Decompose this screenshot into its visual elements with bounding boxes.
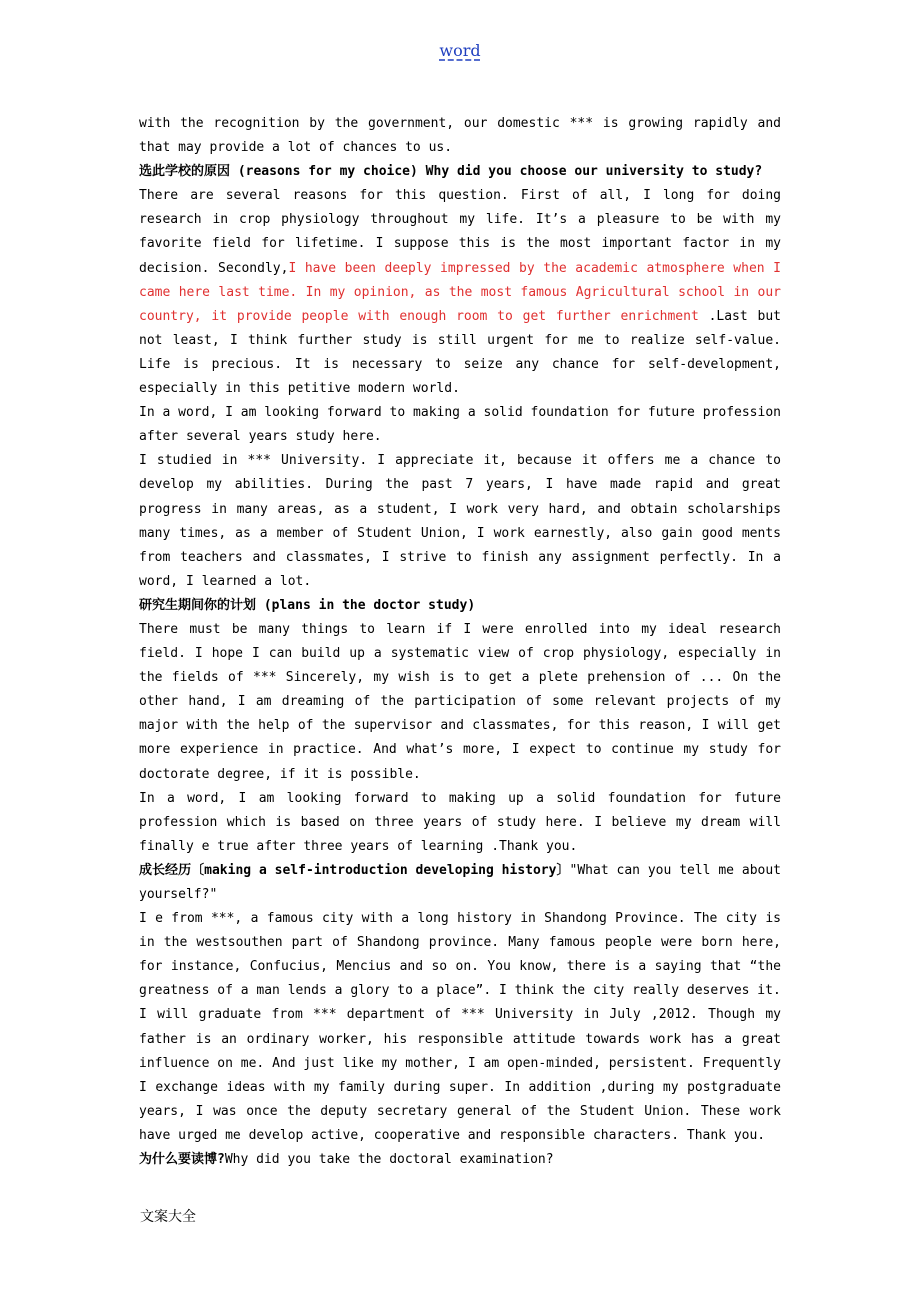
paragraph-reasons — [139, 184, 781, 401]
why-doctorate-question: Why did you take the doctoral examination? — [224, 1152, 554, 1168]
reasons-highlighted-text: I have been deeply impressed by the academic atmosphere when I came here last time. In my opinion, as the most famous Agricultural school in our country, it provide people with enough room to get further enrichment — [139, 260, 781, 324]
reasons-text-end: .Last but not least, I think further study is still urgent for me to realize self-value. Life is precious. It is necessary to seize any chance for self-development, especially in this petitive modern world. — [139, 308, 781, 397]
heading-self-introduction — [139, 859, 781, 907]
paragraph-studied-in: I studied in *** University. I appreciate it, because it offers me a chance to develop my abilities. During the past 7 years, I have made rapid and great progress in many areas, as a student, I work very hard, and obtain scholarships many times, as a member of Student Union, I work earnestly, also gain good ments from teachers and classmates, I strive to finish any assignment perfectly. In a word, I learned a lot. — [139, 453, 781, 589]
paragraph-plans: There must be many things to learn if I were enrolled into my ideal research field. I hope I can build up a systematic view of crop physiology, especially in the fields of *** Sincerely, my wish is to get a plete prehension of ... On the other hand, I am dreaming of the participation of some relevant projects of my major with the help of the supervisor and classmates, for this reason, I will get more experience in practice. And what’s more, I expect to continue my study for doctorate degree, if it is possible. — [139, 621, 781, 782]
reasons-text-start: There are several reasons for this question. First of all, I long for doing research in crop physiology throughout my life. It’s a pleasure to be with my favorite field for lifetime. I suppose this is the most important factor in my decision. Secondly, — [139, 188, 781, 276]
heading-doctor-plans: 研究生期间你的计划 (plans in the doctor study) — [139, 597, 476, 613]
header-title[interactable]: word — [439, 41, 481, 60]
page-header — [0, 41, 920, 60]
self-introduction-title: 成长经历〔making a self-introduction developing history〕 — [139, 862, 570, 878]
paragraph-graduation: I will graduate from *** department of *** University in July ,2012. Though my father is an ordinary worker, his responsible attitude towards work has a great influence on me. And just like my mother, I am open-minded, persistent. Frequently I exchange ideas with my family during super. In addition ,during my postgraduate years, I was once the deputy secretary general of the Student Union. These work have urged me develop active, cooperative and responsible characters. Thank you. — [139, 1007, 781, 1143]
page-footer: 文案大全 — [140, 1209, 196, 1225]
paragraph-in-a-word-2: In a word, I am looking forward to making up a solid foundation for future profession which is based on three years of study here. I believe my dream will finally e true after three years of learning .Thank you. — [139, 790, 781, 854]
document-body — [139, 112, 781, 1172]
heading-why-doctorate — [139, 1148, 781, 1172]
paragraph-in-a-word-1: In a word, I am looking forward to making a solid foundation for future profession after several years study here. — [139, 405, 781, 445]
why-doctorate-title: 为什么要读博? — [139, 1152, 225, 1168]
paragraph-domestic-growth: with the recognition by the government, our domestic *** is growing rapidly and that may provide a lot of chances to us. — [139, 116, 781, 156]
self-introduction-question: "What can you tell me about yourself?" — [139, 862, 781, 902]
heading-reasons-for-choice: 选此学校的原因 (reasons for my choice) Why did you choose our university to study? — [139, 164, 763, 180]
paragraph-hometown: I e from ***, a famous city with a long history in Shandong Province. The city is in the westsouthen part of Shandong province. Many famous people were born here, for instance, Confucius, Mencius and so on. You know, there is a saying that “the greatness of a man lends a glory to a place”. I think the city really deserves it. — [139, 911, 781, 999]
